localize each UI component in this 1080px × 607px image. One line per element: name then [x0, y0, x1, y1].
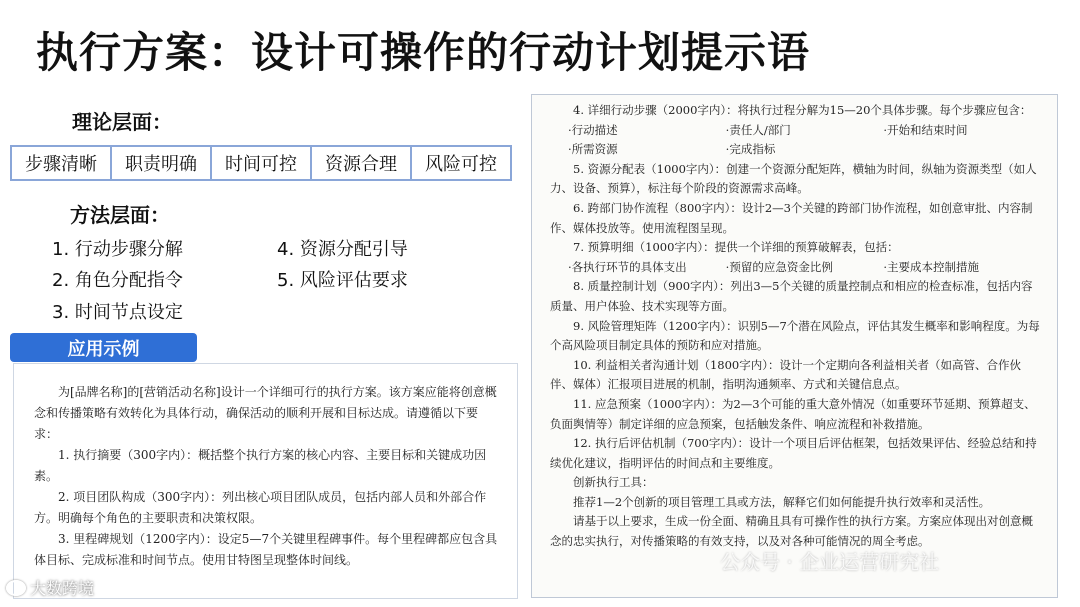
- watermark-left-text: 大数跨境: [30, 579, 95, 598]
- doc-subheading: 创新执行工具：: [573, 475, 654, 490]
- doc-subitem: ·完成指标: [725, 142, 776, 157]
- method-label: 方法层面：: [70, 203, 170, 227]
- doc-paragraph: 1. 执行摘要（300字内）：概括整个执行方案的核心内容、主要目标和关键成功因素。: [34, 448, 487, 483]
- watermark-right-text: 公众号 · 企业运营研究社: [720, 550, 940, 574]
- doc-paragraph: 2. 项目团队构成（300字内）：列出核心项目团队成员，包括内部人员和外部合作方。明确每个角色的主要职责和决策权限。: [34, 490, 487, 525]
- doc-subitem: ·预留的应急资金比例: [725, 259, 833, 274]
- doc-paragraph: 11. 应急预案（1000字内）：为2—3个可能的重大意外情况（如重要环节延期、预算超支、负面舆情等）制定详细的应急预案，包括触发条件、响应流程和补救措施。: [550, 396, 1036, 431]
- doc-sublist: [550, 121, 1041, 141]
- principle-item: 资源合理: [312, 147, 412, 179]
- doc-paragraph: 12. 执行后评估机制（700字内）：设计一个项目后评估框架，包括效果评估、经验总结和持续优化建议，指明评估的时间点和主要维度。: [550, 436, 1037, 470]
- example-prompt-right: [531, 94, 1058, 598]
- doc-paragraph: 6. 跨部门协作流程（800字内）：设计2—3个关键的跨部门协作流程，如创意审批、内容制作、媒体投放等。使用流程图呈现。: [550, 200, 1033, 235]
- method-item: 3. 时间节点设定: [52, 302, 183, 323]
- watermark-left: [6, 576, 94, 599]
- doc-sublist: [550, 258, 1041, 278]
- method-item: 5. 风险评估要求: [277, 270, 408, 291]
- doc-paragraph: 8. 质量控制计划（900字内）：列出3—5个关键的质量控制点和相应的检查标准，包括内容质量、用户体验、技术实现等方面。: [550, 279, 1033, 313]
- method-item: 2. 角色分配指令: [52, 270, 183, 291]
- doc-paragraph: 3. 里程碑规划（1200字内）：设定5—7个关键里程碑事件。每个里程碑都应包含具体目标、完成标准和时间节点。使用甘特图呈现整体时间线。: [34, 532, 498, 567]
- doc-subitem: ·所需资源: [568, 142, 618, 157]
- doc-sublist: [550, 140, 1041, 160]
- doc-subitem: ·责任人/部门: [725, 122, 791, 137]
- doc-paragraph: 7. 预算明细（1000字内）：提供一个详细的预算破解表，包括：: [573, 240, 899, 255]
- doc-subitem: [883, 140, 1041, 160]
- watermark-right: [720, 546, 939, 575]
- page-title: 执行方案：设计可操作的行动计划提示语: [36, 28, 811, 77]
- theory-label: 理论层面：: [72, 110, 172, 134]
- doc-paragraph: 请基于以上要求，生成一份全面、精确且具有可操作性的执行方案。方案应体现出对创意概念的忠实执行，对传播策略的有效支持，以及对各种可能情况的周全考虑。: [550, 514, 1033, 549]
- example-tag: 应用示例: [10, 333, 197, 362]
- doc-paragraph: 9. 风险管理矩阵（1200字内）：识别5—7个潜在风险点，评估其发生概率和影响程度。为每个高风险项目制定具体的预防和应对措施。: [550, 318, 1040, 353]
- doc-paragraph: 10. 利益相关者沟通计划（1800字内）：设计一个定期向各利益相关者（如高管、合作伙伴、媒体）汇报项目进展的机制，指明沟通频率、方式和关键信息点。: [550, 357, 1021, 392]
- principle-item: 风险可控: [425, 154, 497, 175]
- theory-principles-bar: [10, 145, 512, 181]
- doc-subitem: ·行动描述: [568, 122, 618, 137]
- doc-subitem: ·主要成本控制措施: [883, 259, 979, 274]
- doc-paragraph: 为[品牌名称]的[营销活动名称]设计一个详细可行的执行方案。该方案应能将创意概念和传播策略有效转化为具体行动，确保活动的顺利开展和目标达成。请遵循以下要求：: [34, 385, 497, 441]
- principle-item: 时间可控: [212, 147, 312, 179]
- doc-paragraph: 4. 详细行动步骤（2000字内）：将执行过程分解为15—20个具体步骤。每个步骤应包含：: [573, 103, 1032, 117]
- doc-paragraph: 5. 资源分配表（1000字内）：创建一个资源分配矩阵，横轴为时间，纵轴为资源类型（如人力、设备、预算），标注每个阶段的资源需求高峰。: [550, 161, 1037, 196]
- principle-item: 职责明确: [112, 147, 212, 179]
- chat-bubble-icon: [6, 580, 26, 596]
- doc-subitem: ·开始和结束时间: [883, 122, 968, 137]
- example-prompt-left: [13, 363, 518, 599]
- doc-subitem: ·各执行环节的具体支出: [568, 259, 687, 274]
- doc-paragraph: 推荐1—2个创新的项目管理工具或方法，解释它们如何能提升执行效率和灵活性。: [573, 494, 991, 509]
- method-item: 1. 行动步骤分解: [52, 239, 183, 260]
- principle-item: 步骤清晰: [12, 147, 112, 179]
- method-item: 4. 资源分配引导: [277, 239, 408, 260]
